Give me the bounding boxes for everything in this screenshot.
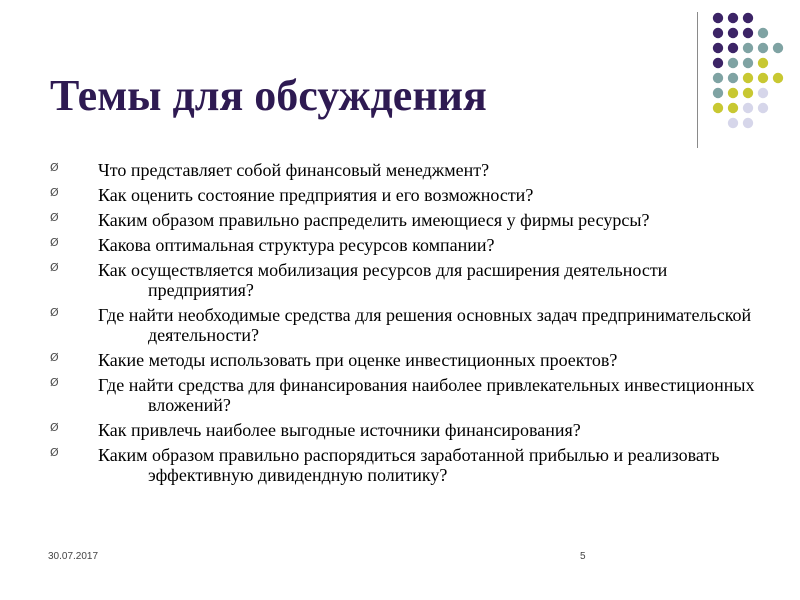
bullet-arrow-icon: Ø (50, 186, 59, 199)
bullet-arrow-icon: Ø (50, 376, 59, 389)
decorative-dot (743, 73, 753, 83)
decorative-dot (758, 103, 768, 113)
decorative-dot (728, 28, 738, 38)
decorative-dot (728, 88, 738, 98)
bullet-arrow-icon: Ø (50, 261, 59, 274)
decorative-dot (758, 73, 768, 83)
decorative-dot (743, 13, 753, 23)
bullet-item (50, 305, 770, 345)
bullet-list (50, 160, 770, 490)
decorative-dot (728, 103, 738, 113)
bullet-text: Как привлечь наиболее выгодные источники финансирования? (98, 420, 581, 440)
bullet-text: Где найти средства для финансирования наиболее привлекательных инвестиционных вложений? (98, 375, 755, 415)
bullet-item (50, 235, 770, 255)
bullet-text: Какова оптимальная структура ресурсов компании? (98, 235, 495, 255)
decorative-dot (713, 58, 723, 68)
bullet-item (50, 375, 770, 415)
bullet-text: Как осуществляется мобилизация ресурсов для расширения деятельности предприятия? (98, 260, 668, 300)
footer-date: 30.07.2017 (48, 551, 99, 562)
decorative-dot (713, 73, 723, 83)
decorative-dot (773, 73, 783, 83)
decorative-dot (758, 43, 768, 53)
bullet-text: Каким образом правильно распределить имеющиеся у фирмы ресурсы? (98, 210, 650, 230)
bullet-arrow-icon: Ø (50, 351, 59, 364)
bullet-text: Какие методы использовать при оценке инвестиционных проектов? (98, 350, 618, 370)
bullet-text: Что представляет собой финансовый менеджмент? (98, 160, 490, 180)
decorative-dot (743, 58, 753, 68)
bullet-item (50, 260, 770, 300)
bullet-arrow-icon: Ø (50, 446, 59, 459)
decorative-dot (743, 103, 753, 113)
bullet-item (50, 185, 770, 205)
decorative-dot (728, 73, 738, 83)
decorative-dot (728, 13, 738, 23)
bullet-item (50, 445, 770, 485)
vertical-divider (697, 12, 698, 148)
bullet-item (50, 210, 770, 230)
decorative-dot (728, 118, 738, 128)
bullet-text: Каким образом правильно распорядиться заработанной прибылью и реализовать эффективную дивидендную политику? (98, 445, 720, 485)
decorative-dot (773, 43, 783, 53)
decorative-dot (728, 58, 738, 68)
bullet-item (50, 420, 770, 440)
bullet-arrow-icon: Ø (50, 421, 59, 434)
bullet-text: Где найти необходимые средства для решения основных задач предпринимательской деятельности? (98, 305, 752, 345)
bullet-item (50, 160, 770, 180)
bullet-arrow-icon: Ø (50, 236, 59, 249)
decorative-dot (713, 43, 723, 53)
bullet-item (50, 350, 770, 370)
decorative-dot (743, 28, 753, 38)
decorative-dot (713, 13, 723, 23)
slide-title: Темы для обсуждения (50, 71, 487, 120)
decorative-dot (758, 58, 768, 68)
bullet-arrow-icon: Ø (50, 161, 59, 174)
decorative-dot (713, 28, 723, 38)
footer-page-number: 5 (580, 551, 586, 562)
decorative-dot (743, 118, 753, 128)
decorative-dot (743, 88, 753, 98)
bullet-arrow-icon: Ø (50, 211, 59, 224)
bullet-text: Как оценить состояние предприятия и его возможности? (98, 185, 534, 205)
decorative-dot (743, 43, 753, 53)
decorative-dot (728, 43, 738, 53)
decorative-dot (713, 88, 723, 98)
decorative-dot (758, 88, 768, 98)
decorative-dot (713, 103, 723, 113)
decorative-dot (758, 28, 768, 38)
bullet-arrow-icon: Ø (50, 306, 59, 319)
